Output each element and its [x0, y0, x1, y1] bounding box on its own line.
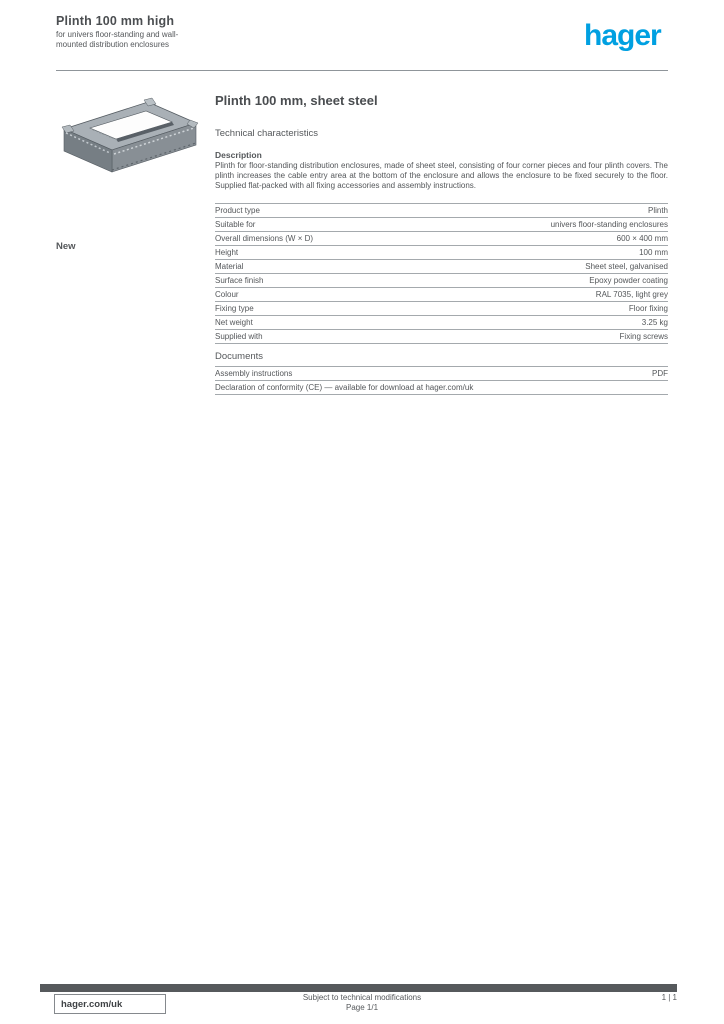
footer-center-text: [0, 993, 724, 1013]
spec-label: Colour: [215, 289, 239, 299]
spec-row: [215, 302, 668, 316]
spec-row: [215, 288, 668, 302]
product-image: [60, 92, 200, 188]
spec-value: RAL 7035, light grey: [595, 289, 668, 299]
spec-row: [215, 204, 668, 218]
spec-row: [215, 316, 668, 330]
document-link[interactable]: PDF: [652, 368, 668, 378]
spec-label: Fixing type: [215, 303, 254, 313]
spec-row: [215, 232, 668, 246]
spec-row: [215, 246, 668, 260]
documents-table: [215, 366, 668, 395]
spec-value: 600 × 400 mm: [616, 233, 668, 243]
footer-note: Subject to technical modifications: [302, 993, 422, 1002]
footer-page-number: Page 1/1: [345, 1003, 379, 1012]
spec-table: [215, 203, 668, 344]
spec-value: Fixing screws: [619, 331, 668, 341]
new-badge: New: [56, 241, 76, 252]
header-product-subtitle: for univers floor-standing and wall-mounted distribution enclosures: [56, 30, 179, 49]
document-row: [215, 381, 668, 395]
spec-label: Height: [215, 247, 239, 257]
spec-label: Product type: [215, 205, 260, 215]
product-description: Plinth for floor-standing distribution enclosures, made of sheet steel, consisting of four corner pieces and four plinth covers. The plinth increases the cable entry area at the bottom of the enclosure and allows the enclosure to be fixed securely to the floor. Supplied flat-packed with all fixing accessories and assembly instructions.: [215, 161, 668, 190]
spec-label: Supplied with: [215, 331, 263, 341]
page-title: Plinth 100 mm, sheet steel: [215, 93, 378, 108]
footer-band: [40, 984, 677, 992]
spec-label: Material: [215, 261, 244, 271]
spec-value: Sheet steel, galvanised: [585, 261, 668, 271]
spec-row: [215, 330, 668, 344]
section-heading-technical: Technical characteristics: [215, 128, 318, 139]
footer-right-text: 1 | 1: [661, 993, 677, 1002]
spec-value: univers floor-standing enclosures: [550, 219, 668, 229]
spec-value: Plinth: [647, 205, 668, 215]
plinth-render: [60, 92, 200, 188]
spec-label: Net weight: [215, 317, 253, 327]
spec-row: [215, 218, 668, 232]
spec-label: Overall dimensions (W × D): [215, 233, 314, 243]
spec-label: Suitable for: [215, 219, 256, 229]
spec-value: 3.25 kg: [641, 317, 668, 327]
document-label: Declaration of conformity (CE) — available for download at hager.com/uk: [215, 382, 474, 392]
spec-row: [215, 274, 668, 288]
document-label: Assembly instructions: [215, 368, 293, 378]
spec-value: 100 mm: [639, 247, 668, 257]
description-label: Description: [215, 150, 262, 160]
section-heading-documents: Documents: [215, 351, 264, 362]
header-product-title: Plinth 100 mm high: [56, 14, 175, 28]
spec-value: Floor fixing: [628, 303, 668, 313]
header-divider: [56, 70, 668, 71]
document-row: [215, 367, 668, 381]
spec-value: Epoxy powder coating: [589, 275, 668, 285]
spec-row: [215, 260, 668, 274]
spec-label: Surface finish: [215, 275, 264, 285]
hager-logo: hager: [584, 19, 661, 52]
website-link[interactable]: hager.com/uk: [54, 994, 166, 1014]
